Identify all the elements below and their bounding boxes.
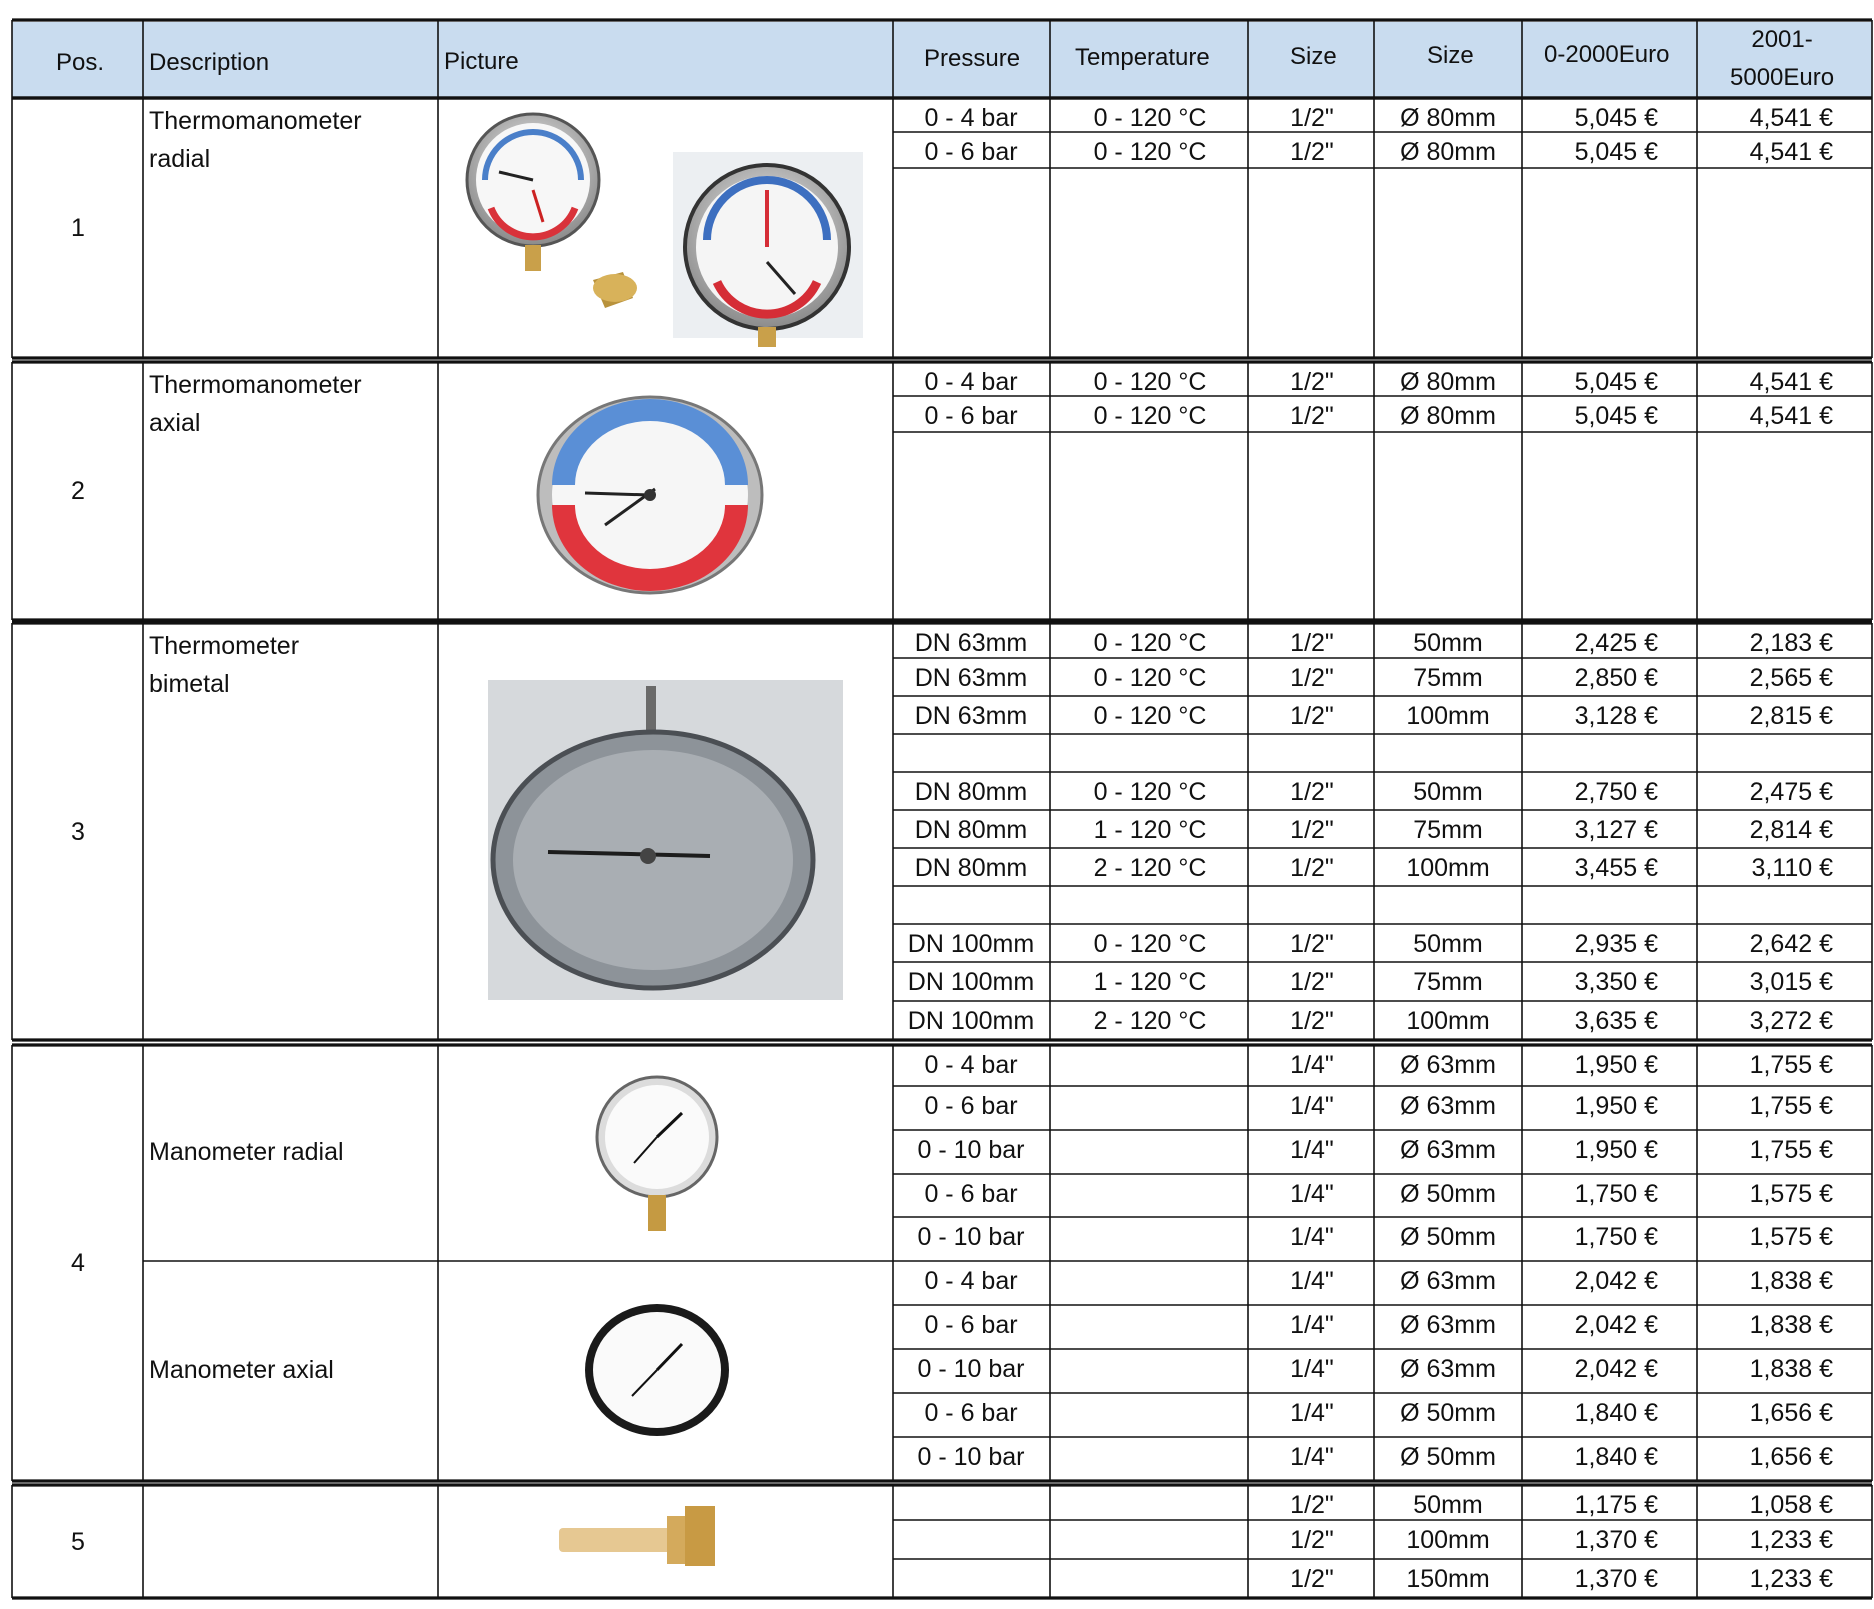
- price-2001-5000-cell: 1,656 €: [1749, 1443, 1833, 1471]
- dimension-cell: Ø 63mm: [1400, 1092, 1496, 1120]
- temperature-cell: 0 - 120 °C: [1093, 778, 1207, 806]
- dimension-cell: Ø 80mm: [1400, 368, 1496, 396]
- header-temperature: Temperature: [1075, 44, 1210, 71]
- description-line: radial: [149, 145, 211, 173]
- dimension-cell: Ø 80mm: [1400, 104, 1496, 132]
- price-2001-5000-cell: 2,815 €: [1749, 702, 1833, 730]
- pressure-cell: DN 80mm: [914, 854, 1028, 882]
- manometer-radial-photo: [582, 1075, 732, 1235]
- pressure-cell: 0 - 6 bar: [924, 1180, 1018, 1208]
- dimension-cell: 100mm: [1406, 702, 1490, 730]
- thermomanometer-radial-photo: [455, 112, 875, 348]
- dimension-cell: Ø 50mm: [1400, 1399, 1496, 1427]
- pressure-cell: 0 - 10 bar: [917, 1223, 1025, 1251]
- dimension-cell: Ø 63mm: [1400, 1136, 1496, 1164]
- temperature-cell: 2 - 120 °C: [1093, 854, 1207, 882]
- price-2001-5000-cell: 4,541 €: [1749, 104, 1833, 132]
- price-2001-5000-cell: 1,838 €: [1749, 1355, 1833, 1383]
- temperature-cell: 1 - 120 °C: [1093, 968, 1207, 996]
- description-line: Thermomanometer: [149, 107, 362, 135]
- pressure-cell: 0 - 6 bar: [924, 1092, 1018, 1120]
- price-0-2000-cell: 2,425 €: [1574, 629, 1658, 657]
- pressure-cell: 0 - 6 bar: [924, 1311, 1018, 1339]
- size-cell: 1/2": [1290, 1565, 1334, 1593]
- size-cell: 1/2": [1290, 368, 1334, 396]
- price-0-2000-cell: 2,042 €: [1574, 1355, 1658, 1383]
- header-description: Description: [149, 49, 270, 76]
- size-cell: 1/2": [1290, 930, 1334, 958]
- price-2001-5000-cell: 1,058 €: [1749, 1491, 1833, 1519]
- price-2001-5000-cell: 3,110 €: [1751, 854, 1833, 882]
- temperature-cell: 0 - 120 °C: [1093, 664, 1207, 692]
- size-cell: 1/2": [1290, 1526, 1334, 1554]
- size-cell: 1/4": [1290, 1223, 1334, 1251]
- pressure-cell: DN 100mm: [907, 930, 1035, 958]
- price-0-2000-cell: 1,950 €: [1574, 1051, 1658, 1079]
- dimension-cell: 75mm: [1413, 968, 1483, 996]
- dimension-cell: 50mm: [1413, 930, 1483, 958]
- size-cell: 1/2": [1290, 664, 1334, 692]
- size-cell: 1/2": [1290, 629, 1334, 657]
- price-2001-5000-cell: 3,015 €: [1749, 968, 1833, 996]
- size-cell: 1/2": [1290, 968, 1334, 996]
- price-0-2000-cell: 2,750 €: [1574, 778, 1658, 806]
- dimension-cell: 50mm: [1413, 1491, 1483, 1519]
- price-2001-5000-cell: 2,475 €: [1749, 778, 1833, 806]
- price-0-2000-cell: 5,045 €: [1574, 104, 1658, 132]
- size-cell: 1/4": [1290, 1355, 1334, 1383]
- dimension-cell: Ø 63mm: [1400, 1051, 1496, 1079]
- temperature-cell: 0 - 120 °C: [1093, 402, 1207, 430]
- size-cell: 1/2": [1290, 778, 1334, 806]
- price-0-2000-cell: 1,370 €: [1574, 1565, 1658, 1593]
- manometer-axial-photo: [582, 1300, 732, 1440]
- dimension-cell: Ø 63mm: [1400, 1267, 1496, 1295]
- price-0-2000-cell: 1,950 €: [1574, 1136, 1658, 1164]
- header-pressure: Pressure: [924, 45, 1021, 72]
- pressure-cell: DN 63mm: [914, 664, 1028, 692]
- size-cell: 1/2": [1290, 402, 1334, 430]
- temperature-cell: 0 - 120 °C: [1093, 930, 1207, 958]
- price-0-2000-cell: 5,045 €: [1574, 138, 1658, 166]
- header-pos: Pos.: [56, 49, 105, 76]
- brass-thermowell-photo: [555, 1502, 725, 1570]
- pressure-cell: DN 80mm: [914, 816, 1028, 844]
- description-line: bimetal: [149, 670, 230, 698]
- price-2001-5000-cell: 2,642 €: [1749, 930, 1833, 958]
- description-cell: Manometer axial: [149, 1356, 334, 1384]
- pressure-cell: 0 - 6 bar: [924, 138, 1018, 166]
- temperature-cell: 0 - 120 °C: [1093, 104, 1207, 132]
- size-cell: 1/2": [1290, 702, 1334, 730]
- temperature-cell: 1 - 120 °C: [1093, 816, 1207, 844]
- pressure-cell: DN 100mm: [907, 968, 1035, 996]
- size-cell: 1/2": [1290, 138, 1334, 166]
- pressure-cell: 0 - 4 bar: [924, 368, 1018, 396]
- temperature-cell: 0 - 120 °C: [1093, 138, 1207, 166]
- price-2001-5000-cell: 1,575 €: [1749, 1223, 1833, 1251]
- header-size-dim: Size: [1427, 42, 1474, 69]
- price-0-2000-cell: 3,128 €: [1574, 702, 1658, 730]
- size-cell: 1/4": [1290, 1443, 1334, 1471]
- price-2001-5000-cell: 2,565 €: [1749, 664, 1833, 692]
- header-price-2001-line1: 2001-: [1751, 26, 1813, 53]
- pressure-cell: 0 - 10 bar: [917, 1443, 1025, 1471]
- price-0-2000-cell: 2,935 €: [1574, 930, 1658, 958]
- price-2001-5000-cell: 1,838 €: [1749, 1267, 1833, 1295]
- thermomanometer-axial-photo: [535, 395, 765, 595]
- position-number: 1: [71, 214, 85, 242]
- dimension-cell: Ø 50mm: [1400, 1180, 1496, 1208]
- pressure-cell: 0 - 4 bar: [924, 104, 1018, 132]
- price-0-2000-cell: 3,127 €: [1574, 816, 1658, 844]
- description-line: Thermometer: [149, 632, 300, 660]
- price-2001-5000-cell: 3,272 €: [1749, 1007, 1833, 1035]
- size-cell: 1/4": [1290, 1136, 1334, 1164]
- pressure-cell: 0 - 6 bar: [924, 1399, 1018, 1427]
- pressure-cell: DN 100mm: [907, 1007, 1035, 1035]
- pressure-cell: 0 - 4 bar: [924, 1051, 1018, 1079]
- position-number: 5: [71, 1527, 85, 1556]
- price-0-2000-cell: 5,045 €: [1574, 368, 1658, 396]
- pressure-cell: DN 80mm: [914, 778, 1028, 806]
- position-number: 4: [71, 1249, 85, 1277]
- size-cell: 1/2": [1290, 816, 1334, 844]
- size-cell: 1/2": [1290, 854, 1334, 882]
- price-0-2000-cell: 1,840 €: [1574, 1399, 1658, 1427]
- pressure-cell: 0 - 10 bar: [917, 1136, 1025, 1164]
- price-2001-5000-cell: 1,755 €: [1749, 1136, 1833, 1164]
- size-cell: 1/4": [1290, 1051, 1334, 1079]
- temperature-cell: 0 - 120 °C: [1093, 629, 1207, 657]
- price-0-2000-cell: 3,635 €: [1574, 1007, 1658, 1035]
- size-cell: 1/2": [1290, 1007, 1334, 1035]
- price-2001-5000-cell: 1,838 €: [1749, 1311, 1833, 1339]
- position-number: 3: [71, 817, 85, 846]
- pressure-cell: DN 63mm: [914, 629, 1028, 657]
- size-cell: 1/4": [1290, 1311, 1334, 1339]
- size-cell: 1/2": [1290, 1491, 1334, 1519]
- price-2001-5000-cell: 1,233 €: [1749, 1526, 1833, 1554]
- price-2001-5000-cell: 1,755 €: [1749, 1051, 1833, 1079]
- price-0-2000-cell: 2,042 €: [1574, 1311, 1658, 1339]
- header-picture: Picture: [444, 48, 519, 75]
- dimension-cell: 50mm: [1413, 629, 1483, 657]
- dimension-cell: Ø 80mm: [1400, 402, 1496, 430]
- price-2001-5000-cell: 4,541 €: [1749, 368, 1833, 396]
- dimension-cell: 75mm: [1413, 664, 1483, 692]
- dimension-cell: 150mm: [1406, 1565, 1490, 1593]
- price-0-2000-cell: 1,840 €: [1574, 1443, 1658, 1471]
- price-2001-5000-cell: 1,575 €: [1749, 1180, 1833, 1208]
- price-2001-5000-cell: 1,656 €: [1749, 1399, 1833, 1427]
- price-2001-5000-cell: 1,233 €: [1749, 1565, 1833, 1593]
- header-size: Size: [1290, 43, 1337, 70]
- pressure-cell: DN 63mm: [914, 702, 1028, 730]
- dimension-cell: 100mm: [1406, 854, 1490, 882]
- dimension-cell: Ø 50mm: [1400, 1223, 1496, 1251]
- dimension-cell: 100mm: [1406, 1526, 1490, 1554]
- dimension-cell: Ø 63mm: [1400, 1311, 1496, 1339]
- description-line: Thermomanometer: [149, 371, 362, 399]
- price-2001-5000-cell: 1,755 €: [1749, 1092, 1833, 1120]
- position-number: 2: [71, 477, 85, 505]
- description-line: axial: [149, 409, 201, 437]
- price-0-2000-cell: 1,750 €: [1574, 1223, 1658, 1251]
- price-0-2000-cell: 2,850 €: [1574, 664, 1658, 692]
- pressure-cell: 0 - 4 bar: [924, 1267, 1018, 1295]
- temperature-cell: 2 - 120 °C: [1093, 1007, 1207, 1035]
- pressure-cell: 0 - 6 bar: [924, 402, 1018, 430]
- price-0-2000-cell: 1,370 €: [1574, 1526, 1658, 1554]
- header-price-0-2000: 0-2000Euro: [1544, 41, 1670, 68]
- header-price-2001-line2: 5000Euro: [1730, 64, 1835, 91]
- temperature-cell: 0 - 120 °C: [1093, 702, 1207, 730]
- size-cell: 1/4": [1290, 1092, 1334, 1120]
- dimension-cell: 75mm: [1413, 816, 1483, 844]
- description-cell: Manometer radial: [149, 1138, 344, 1166]
- dimension-cell: 50mm: [1413, 778, 1483, 806]
- price-2001-5000-cell: 4,541 €: [1749, 402, 1833, 430]
- price-2001-5000-cell: 4,541 €: [1749, 138, 1833, 166]
- price-0-2000-cell: 2,042 €: [1574, 1267, 1658, 1295]
- price-2001-5000-cell: 2,183 €: [1749, 629, 1833, 657]
- price-0-2000-cell: 1,950 €: [1574, 1092, 1658, 1120]
- pressure-cell: 0 - 10 bar: [917, 1355, 1025, 1383]
- size-cell: 1/4": [1290, 1180, 1334, 1208]
- header-price-2001-5000: [1730, 21, 1834, 97]
- dimension-cell: Ø 80mm: [1400, 138, 1496, 166]
- dimension-cell: 100mm: [1406, 1007, 1490, 1035]
- dimension-cell: Ø 63mm: [1400, 1355, 1496, 1383]
- temperature-cell: 0 - 120 °C: [1093, 368, 1207, 396]
- price-0-2000-cell: 3,350 €: [1574, 968, 1658, 996]
- price-0-2000-cell: 5,045 €: [1574, 402, 1658, 430]
- size-cell: 1/2": [1290, 104, 1334, 132]
- size-cell: 1/4": [1290, 1399, 1334, 1427]
- price-2001-5000-cell: 2,814 €: [1749, 816, 1833, 844]
- price-0-2000-cell: 1,175 €: [1574, 1491, 1658, 1519]
- price-0-2000-cell: 1,750 €: [1574, 1180, 1658, 1208]
- price-0-2000-cell: 3,455 €: [1574, 854, 1658, 882]
- bimetal-thermometer-photo: [488, 680, 843, 1000]
- dimension-cell: Ø 50mm: [1400, 1443, 1496, 1471]
- size-cell: 1/4": [1290, 1267, 1334, 1295]
